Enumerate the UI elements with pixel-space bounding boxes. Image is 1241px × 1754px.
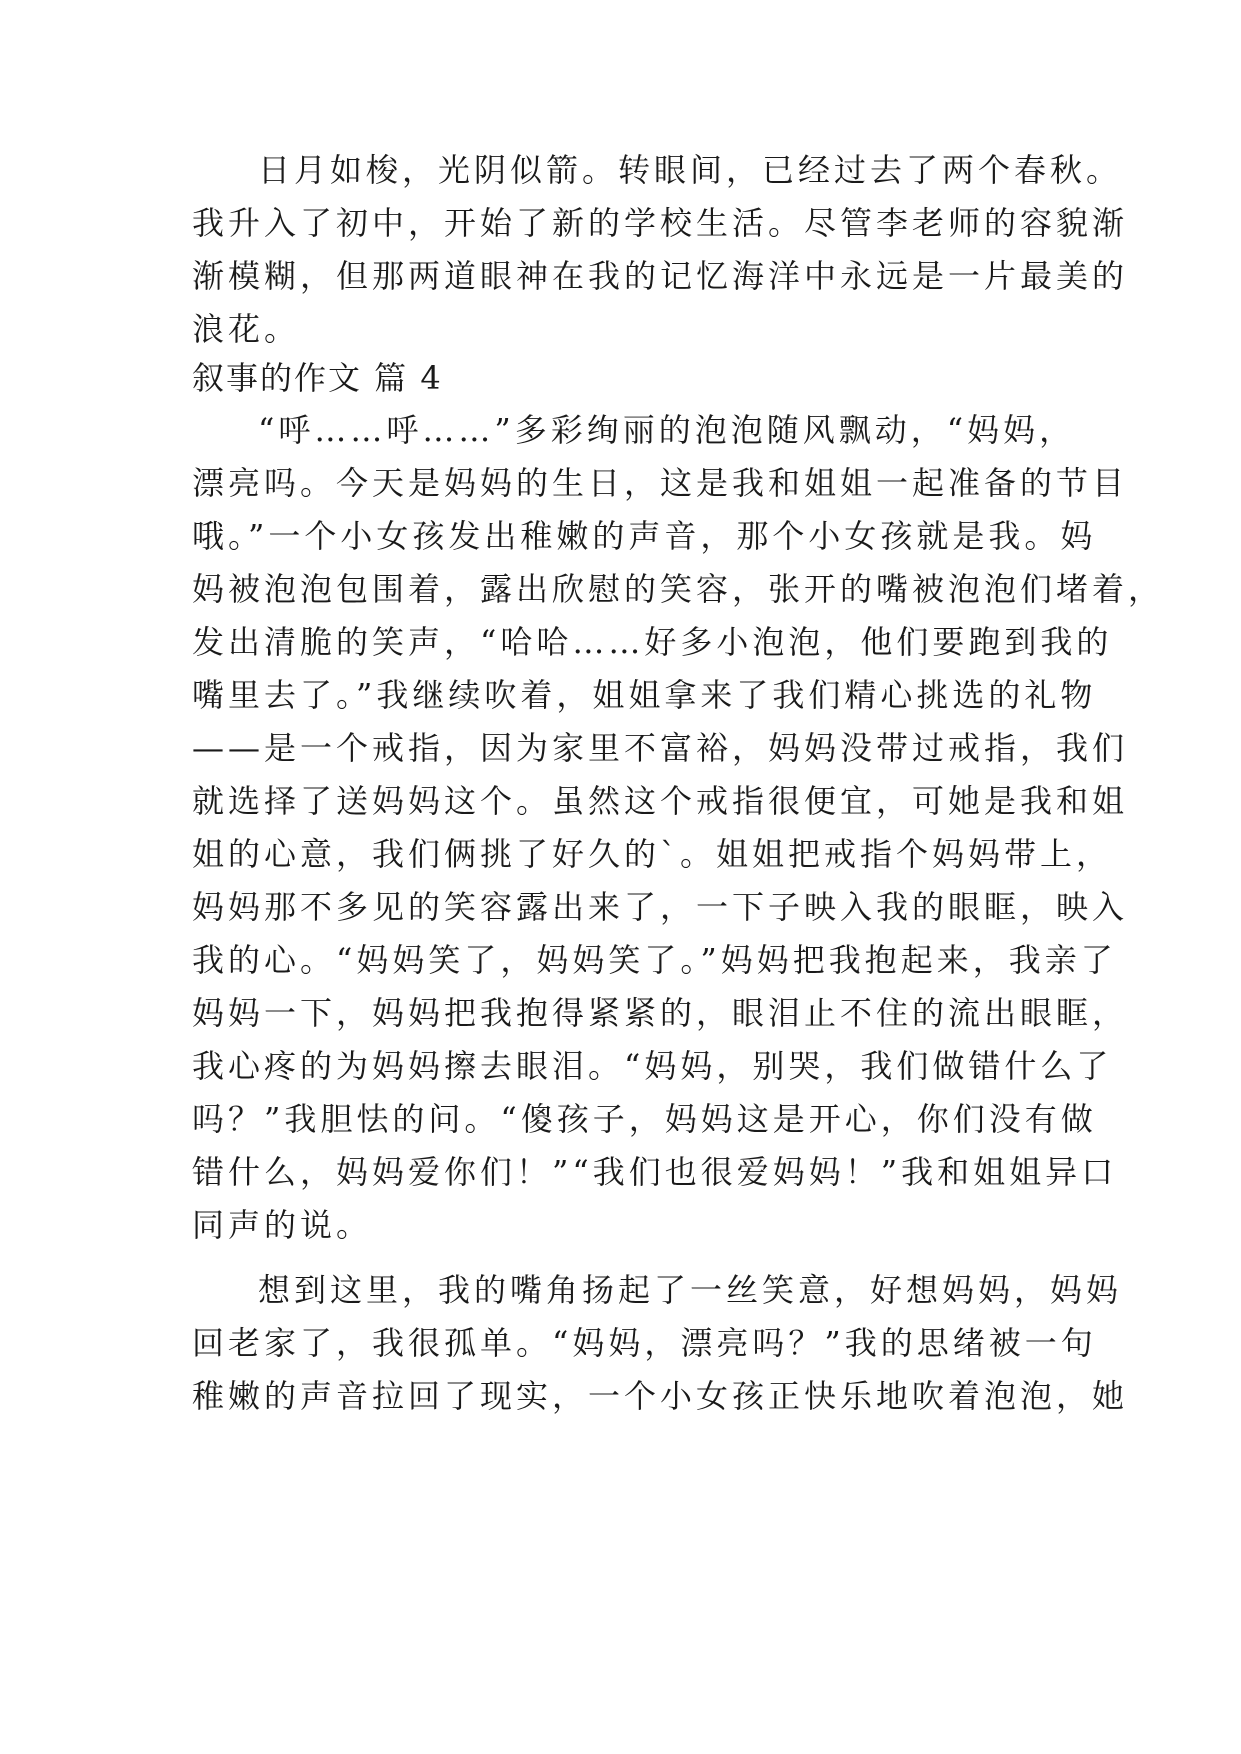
paragraph-line: 妈妈一下，妈妈把我抱得紧紧的，眼泪止不住的流出眼眶， (192, 994, 1129, 1032)
paragraph-line: 想到这里，我的嘴角扬起了一丝笑意，好想妈妈，妈妈 (258, 1271, 1123, 1309)
paragraph-line: 就选择了送妈妈这个。虽然这个戒指很便宜，可她是我和姐 (192, 782, 1129, 820)
paragraph-line: 浪花。 (192, 310, 301, 348)
paragraph-line: 妈被泡泡包围着，露出欣慰的笑容，张开的嘴被泡泡们堵着， (192, 570, 1165, 608)
paragraph-line: 吗？”我胆怯的问。“傻孩子，妈妈这是开心，你们没有做 (192, 1100, 1097, 1138)
paragraph-line: 妈妈那不多见的笑容露出来了，一下子映入我的眼眶，映入 (192, 888, 1129, 926)
paragraph-line: 哦。”一个小女孩发出稚嫩的声音，那个小女孩就是我。妈 (192, 517, 1097, 555)
paragraph-line: 日月如梭，光阴似箭。转眼间，已经过去了两个春秋。 (258, 151, 1123, 189)
paragraph-line: 稚嫩的声音拉回了现实，一个小女孩正快乐地吹着泡泡，她 (192, 1377, 1129, 1415)
paragraph-line: 我心疼的为妈妈擦去眼泪。“妈妈，别哭，我们做错什么了 (192, 1047, 1113, 1085)
paragraph-line: “呼……呼……”多彩绚丽的泡泡随风飘动，“妈妈， (258, 411, 1076, 449)
section-heading: 叙事的作文 篇 4 (192, 359, 443, 397)
paragraph-line: 发出清脆的笑声，“哈哈……好多小泡泡，他们要跑到我的 (192, 623, 1113, 661)
paragraph-line: 嘴里去了。”我继续吹着，姐姐拿来了我们精心挑选的礼物 (192, 676, 1097, 714)
paragraph-line: 渐模糊，但那两道眼神在我的记忆海洋中永远是一片最美的 (192, 257, 1129, 295)
paragraph-line: 姐的心意，我们俩挑了好久的`。姐姐把戒指个妈妈带上， (192, 835, 1113, 873)
paragraph-line: 错什么，妈妈爱你们！”“我们也很爱妈妈！”我和姐姐异口 (192, 1153, 1118, 1191)
paragraph-line: 我升入了初中，开始了新的学校生活。尽管李老师的容貌渐 (192, 204, 1129, 242)
paragraph-line: 我的心。“妈妈笑了，妈妈笑了。”妈妈把我抱起来，我亲了 (192, 941, 1117, 979)
paragraph-line: 漂亮吗。今天是妈妈的生日，这是我和姐姐一起准备的节目 (192, 464, 1129, 502)
paragraph-line: 回老家了，我很孤单。“妈妈，漂亮吗？”我的思绪被一句 (192, 1324, 1097, 1362)
paragraph-line: ——是一个戒指，因为家里不富裕，妈妈没带过戒指，我们 (192, 729, 1129, 767)
paragraph-line: 同声的说。 (192, 1206, 373, 1244)
